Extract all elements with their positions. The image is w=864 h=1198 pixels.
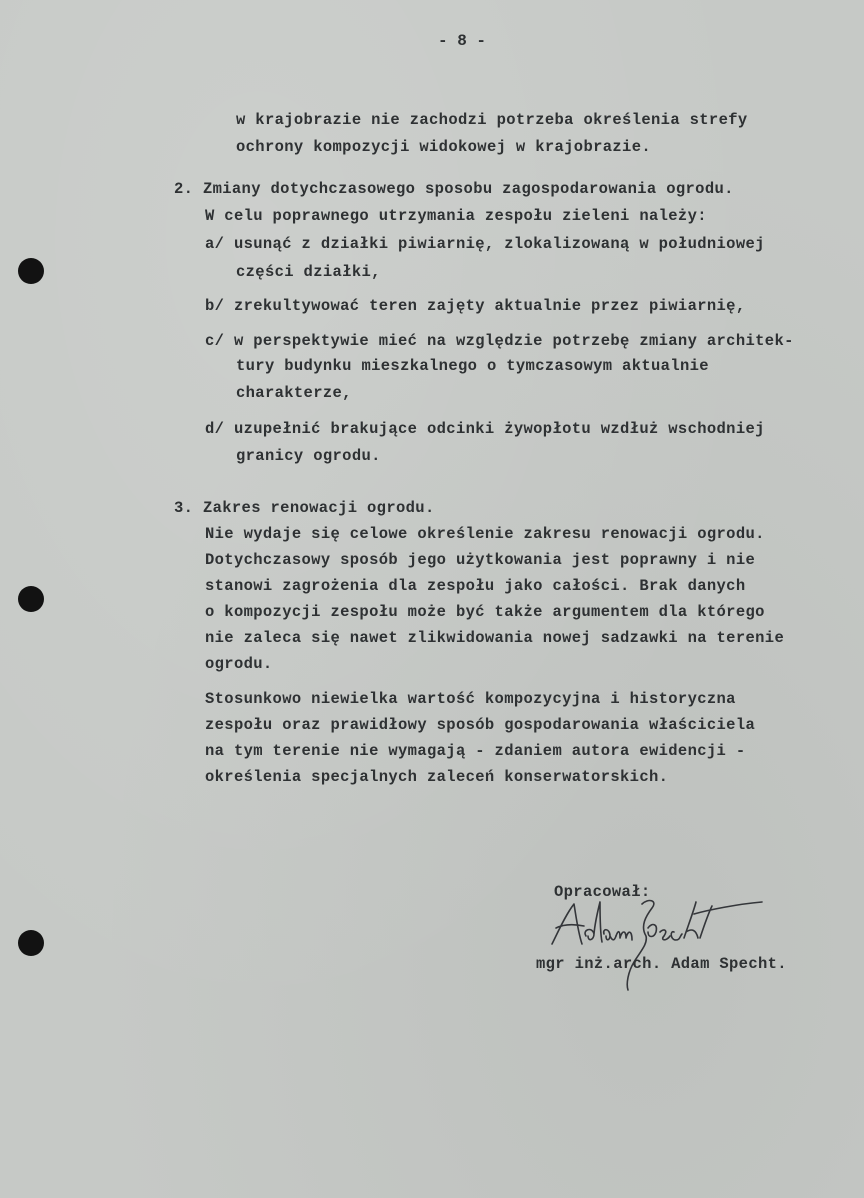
section3-paragraph2-line-2: zespołu oraz prawidłowy sposób gospodarowania właściciela [205, 716, 756, 734]
intro-line-1: w krajobrazie nie zachodzi potrzeba określenia strefy [236, 111, 748, 129]
section2-intro: W celu poprawnego utrzymania zespołu zieleni należy: [205, 207, 707, 225]
section3-paragraph2-line-3: na tym terenie nie wymagają - zdaniem autora ewidencji - [205, 742, 746, 760]
section3-paragraph1-line-1: Nie wydaje się celowe określenie zakresu renowacji ogrodu. [205, 525, 765, 543]
handwritten-signature [548, 892, 768, 992]
section3-paragraph1-line-2: Dotychczasowy sposób jego użytkowania jest poprawny i nie [205, 551, 756, 569]
section2-item-c-line-2: tury budynku mieszkalnego o tymczasowym aktualnie [236, 357, 709, 375]
section2-item-d-line-2: granicy ogrodu. [236, 447, 381, 465]
punch-hole-middle [18, 586, 44, 612]
section2-item-c-line-1: c/ w perspektywie mieć na względzie potrzebę zmiany architek- [205, 332, 794, 350]
section2-item-a-line-2: części działki, [236, 263, 381, 281]
punch-hole-bottom [18, 930, 44, 956]
section2-heading: 2. Zmiany dotychczasowego sposobu zagospodarowania ogrodu. [174, 180, 734, 198]
punch-hole-top [18, 258, 44, 284]
section3-paragraph2-line-1: Stosunkowo niewielka wartość kompozycyjna i historyczna [205, 690, 736, 708]
section3-heading: 3. Zakres renowacji ogrodu. [174, 499, 435, 517]
section3-paragraph1-line-3: stanowi zagrożenia dla zespołu jako całości. Brak danych [205, 577, 746, 595]
section2-item-a-line-1: a/ usunąć z działki piwiarnię, zlokalizowaną w południowej [205, 235, 765, 253]
section2-item-b-line-1: b/ zrekultywować teren zajęty aktualnie przez piwiarnię, [205, 297, 746, 315]
section3-paragraph2-line-4: określenia specjalnych zaleceń konserwatorskich. [205, 768, 669, 786]
section2-item-d-line-1: d/ uzupełnić brakujące odcinki żywopłotu wzdłuż wschodniej [205, 420, 765, 438]
section2-item-c-line-3: charakterze, [236, 384, 352, 402]
section3-paragraph1-line-4: o kompozycji zespołu może być także argumentem dla którego [205, 603, 765, 621]
page-number: - 8 - [438, 32, 487, 50]
signature-name: mgr inż.arch. Adam Specht. [536, 955, 787, 973]
section3-paragraph1-line-6: ogrodu. [205, 655, 273, 673]
intro-line-2: ochrony kompozycji widokowej w krajobrazie. [236, 138, 652, 156]
signature-label: Opracował: [554, 883, 651, 901]
section3-paragraph1-line-5: nie zaleca się nawet zlikwidowania nowej sadzawki na terenie [205, 629, 785, 647]
